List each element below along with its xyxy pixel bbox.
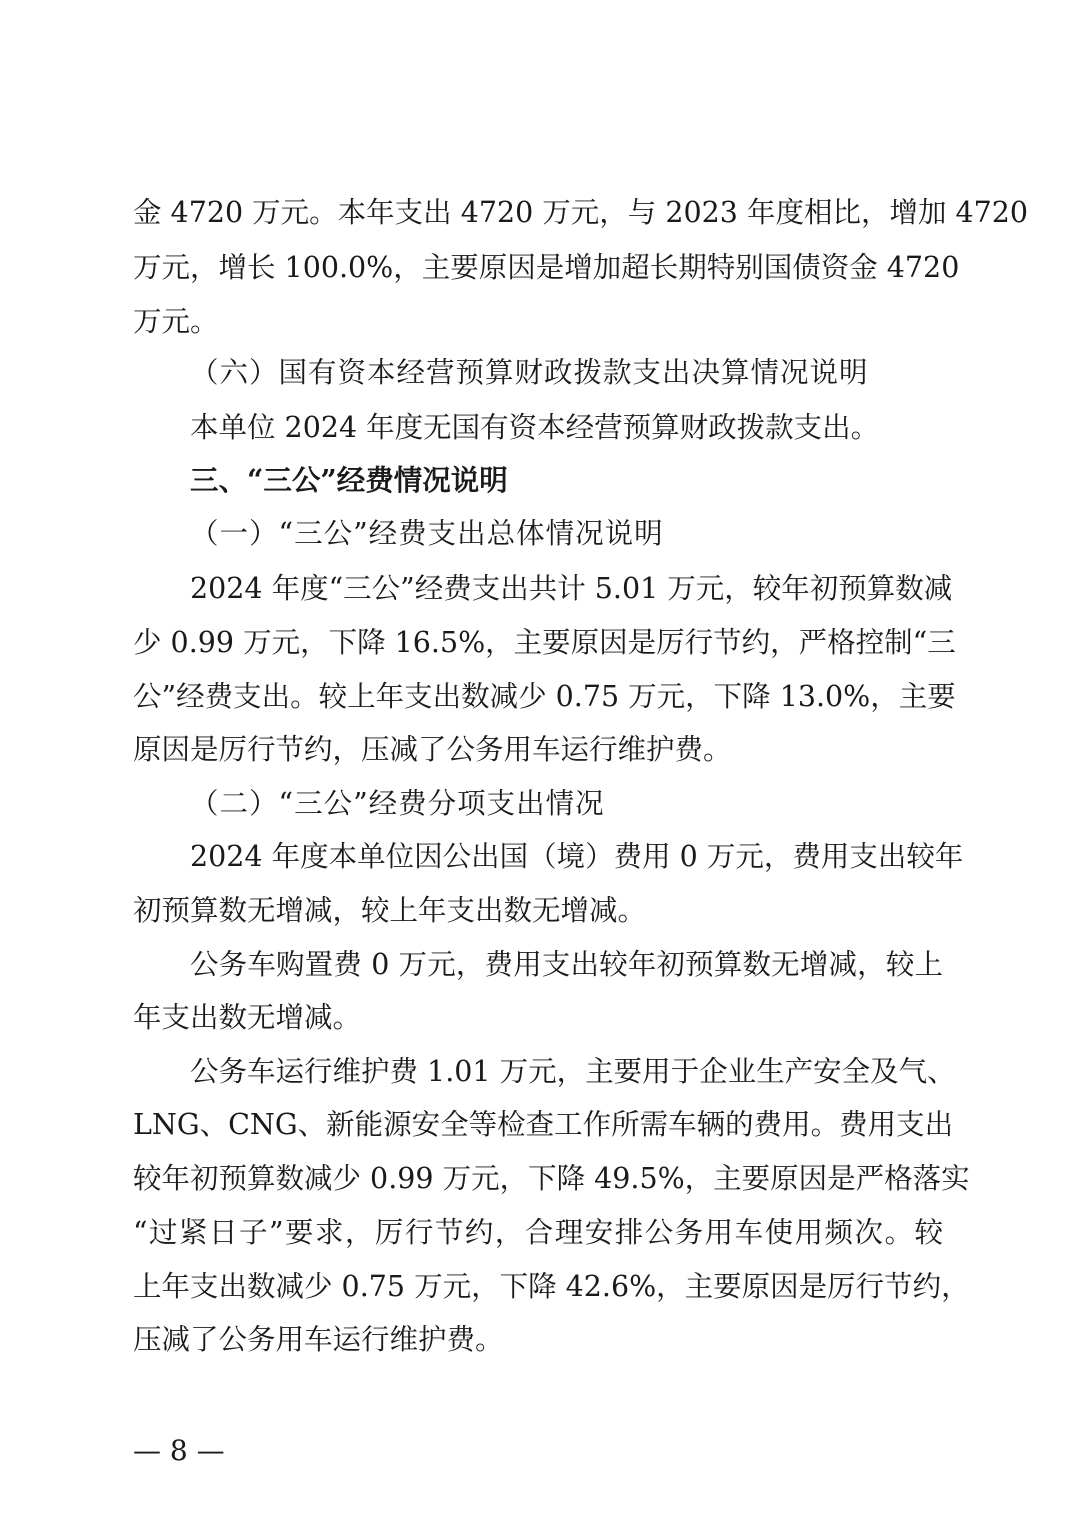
paragraph-line: 少 0.99 万元，下降 16.5%，主要原因是厉行节约，严格控制“三 [133, 626, 956, 659]
paragraph-line: 万元，增长 100.0%，主要原因是增加超长期特别国债资金 4720 [133, 251, 960, 284]
section-6-body: 本单位 2024 年度无国有资本经营预算财政拨款支出。 [190, 411, 880, 444]
paragraph-line: 上年支出数减少 0.75 万元，下降 42.6%，主要原因是厉行节约， [133, 1270, 970, 1303]
paragraph-line: “过紧日子”要求，厉行节约，合理安排公务用车使用频次。较 [133, 1216, 943, 1249]
paragraph-line: 原因是厉行节约，压减了公务用车运行维护费。 [133, 733, 732, 766]
paragraph-line: 压减了公务用车运行维护费。 [133, 1323, 504, 1356]
paragraph-line: 公务车运行维护费 1.01 万元，主要用于企业生产安全及气、 [190, 1055, 956, 1088]
paragraph-line: 年支出数无增减。 [133, 1001, 362, 1034]
page-number: — 8 — [133, 1434, 225, 1467]
paragraph-line: 2024 年度“三公”经费支出共计 5.01 万元，较年初预算数减 [190, 572, 953, 605]
paragraph-line: 万元。 [133, 305, 219, 338]
section-3-heading: 三、“三公”经费情况说明 [190, 463, 508, 497]
paragraph-line: 公”经费支出。较上年支出数减少 0.75 万元，下降 13.0%，主要 [133, 680, 956, 713]
subsection-1-heading: （一）“三公”经费支出总体情况说明 [190, 517, 664, 550]
subsection-2-heading: （二）“三公”经费分项支出情况 [190, 787, 605, 820]
paragraph-line: 初预算数无增减，较上年支出数无增减。 [133, 894, 647, 927]
paragraph-line: 公务车购置费 0 万元，费用支出较年初预算数无增减，较上 [190, 948, 943, 981]
paragraph-line: 较年初预算数减少 0.99 万元，下降 49.5%，主要原因是严格落实 [133, 1162, 970, 1195]
section-6-heading: （六）国有资本经营预算财政拨款支出决算情况说明 [190, 356, 869, 389]
paragraph-line: LNG、CNG、新能源安全等检查工作所需车辆的费用。费用支出 [133, 1108, 954, 1141]
paragraph-line: 2024 年度本单位因公出国（境）费用 0 万元，费用支出较年 [190, 840, 964, 873]
paragraph-line: 金 4720 万元。本年支出 4720 万元，与 2023 年度相比，增加 4720 [133, 196, 1029, 229]
